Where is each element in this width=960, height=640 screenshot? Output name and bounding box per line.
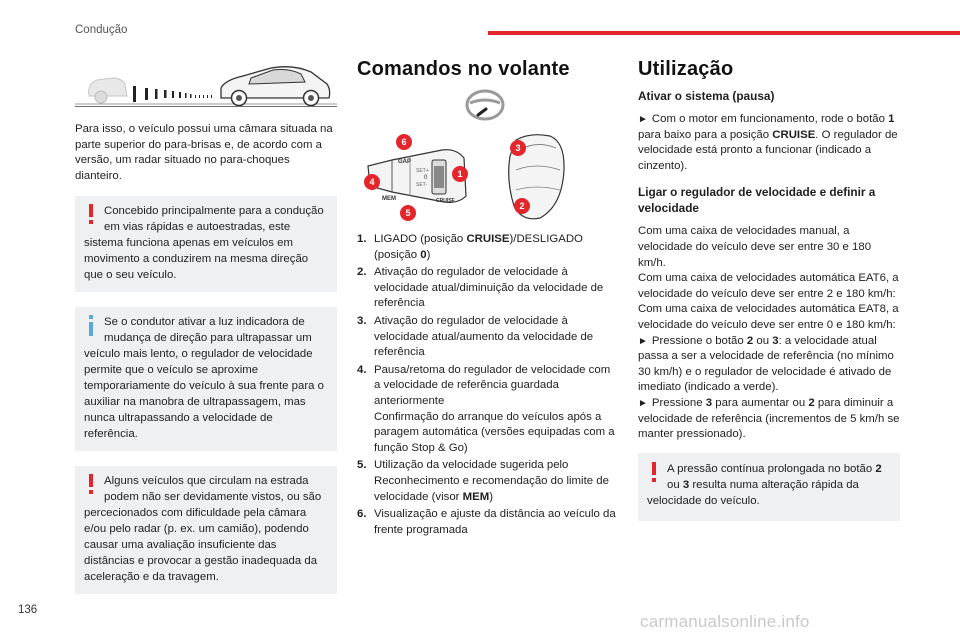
set-minus-label: SET- — [416, 182, 428, 188]
item-text: Visualização e ajuste da distância ao veículo da frente programada — [374, 508, 616, 536]
warning-note-roads — [75, 196, 337, 292]
text: para aumentar ou — [712, 396, 809, 409]
bold-text: 2 — [808, 396, 815, 409]
callout-3-label: 3 — [515, 143, 521, 153]
item-number: 1. — [357, 233, 367, 245]
steering-controls-diagram — [360, 130, 620, 225]
item-text: LIGADO (posição — [374, 233, 467, 245]
arrow-icon: ► — [638, 397, 648, 409]
item-number: 2. — [357, 266, 367, 279]
info-note-text: Se o condutor ativar a luz indicadora de mudança de direção para ultrapassar um veículo mais lento, o regulador de velocidade permite que o veículo se aproxime temporariamente do veículo à sua frente para o auxiliar na manobra de ultrapassagem, mas nunca ultrapassando a velocidade de referência. — [84, 316, 324, 441]
text: Com o motor em funcionamento, rode o botão — [651, 113, 889, 125]
item-bold: MEM — [462, 490, 490, 503]
bold-text: CRUISE — [772, 128, 816, 141]
steering-wheel-icon — [464, 88, 506, 122]
intro-paragraph: Para isso, o veículo possui uma câmara situada na parte superior do para-brisas e, de acordo com a versão, um radar situado no para-choques dianteiro. — [75, 123, 333, 182]
bold-text: 3 — [682, 478, 690, 491]
info-icon — [84, 315, 98, 337]
item-text: Ativação do regulador de velocidade à velocidade atual/aumento da velocidade de referência — [374, 314, 594, 359]
item-text: )/DESLIGADO (posição — [374, 233, 583, 261]
callout-5-label: 5 — [405, 208, 411, 218]
controls-legend — [357, 232, 619, 540]
text: . O regulador de velocidade está pronto a funcionar (indicado a cinzento). — [638, 128, 898, 172]
item-text: Pausa/retoma do regulador de velocidade com a velocidade de referência guardada anteriormente — [374, 363, 611, 407]
subheading-set-speed: Ligar o regulador de velocidade e definir a velocidade — [638, 185, 876, 216]
item-text: ) — [426, 248, 431, 261]
cruise-label: CRUISE — [436, 198, 455, 204]
paragraph-manual: Com uma caixa de velocidades manual, a velocidade do veículo deve ser entre 30 e 180 km/h. — [638, 225, 872, 269]
bold-text: 3 — [772, 334, 779, 347]
callout-4-label: 4 — [369, 177, 375, 187]
item-number: 5. — [357, 459, 367, 472]
text: para baixo para a posição — [638, 128, 773, 141]
item-number: 4. — [357, 363, 367, 376]
left-column — [75, 122, 337, 609]
warning-note-text: Alguns veículos que circulam na estrada podem não ser devidamente vistos, ou são percecionados com dificuldade pela câmara e/ou pelo radar (p. ex. um camião), podendo causar uma avaliação insuficiente das distâncias e provocar a gestão inadequada da aceleração e da travagem. — [84, 475, 322, 584]
callout-2-label: 2 — [519, 201, 525, 211]
item-bold: 0 — [420, 248, 427, 261]
warning-note-detection — [75, 466, 337, 594]
warning-note-prolonged-press — [638, 453, 900, 521]
page-number: 136 — [18, 604, 38, 616]
paragraph-press — [638, 334, 900, 396]
set-plus-label: SET+ — [416, 168, 429, 174]
warning-note-text: Concebido principalmente para a condução em vias rápidas e autoestradas, este sistema funciona apenas em veículos em movimento a conduzirem na mesma direção que o seu veículo. — [84, 205, 324, 282]
section-title-usage: Utilização — [638, 58, 734, 80]
list-item — [357, 265, 619, 312]
text: resulta numa alteração rápida da velocidade do veículo. — [647, 478, 859, 507]
text: ou — [667, 478, 683, 491]
mem-label: MEM — [382, 196, 396, 202]
callout-6-label: 6 — [401, 137, 407, 147]
bold-text: 3 — [705, 396, 713, 409]
warning-icon — [647, 462, 661, 484]
car-radar-illustration — [75, 60, 337, 108]
callout-1-label: 1 — [457, 169, 463, 179]
list-item — [357, 363, 619, 457]
section-header: Condução — [75, 24, 128, 36]
text: A pressão contínua prolongada no botão — [667, 462, 876, 475]
paragraph-activate — [638, 112, 900, 174]
text: Pressione o botão — [651, 334, 747, 347]
item-text: Utilização da velocidade sugerida pelo Reconhecimento e recomendação do limite de velocidade (visor — [374, 459, 609, 503]
item-number: 6. — [357, 508, 367, 521]
right-column — [638, 88, 900, 536]
item-number: 3. — [357, 314, 367, 327]
arrow-icon: ► — [638, 114, 648, 125]
item-text: Confirmação do arranque do veículos após a paragem automática (versões equipadas com a função Stop & Go) — [374, 410, 615, 454]
warning-icon — [84, 474, 98, 496]
info-note-overtaking — [75, 307, 337, 451]
bold-text: 1 — [888, 113, 895, 125]
text: para diminuir a velocidade de referência (incrementos de 5 km/h se manter pressionado). — [638, 396, 900, 441]
zero-label: 0 — [424, 175, 428, 181]
list-item — [357, 314, 619, 361]
item-text: ) — [489, 490, 494, 503]
paragraph-eat8: Com uma caixa de velocidades automática EAT8, a velocidade do veículo deve ser entre 0 e 180 km/h: — [638, 303, 899, 331]
illustration-divider — [75, 106, 337, 107]
watermark: carmanualsonline.info — [640, 612, 810, 631]
paragraph-eat6: Com uma caixa de velocidades automática EAT6, a velocidade do veículo deve ser entre 2 e 180 km/h: — [638, 272, 899, 300]
list-item — [357, 458, 619, 505]
section-title-controls: Comandos no volante — [357, 58, 570, 80]
warning-icon — [84, 204, 98, 226]
text: ou — [753, 334, 773, 347]
bold-text: 2 — [746, 334, 754, 347]
list-item — [357, 507, 619, 538]
paragraph-adjust — [638, 396, 900, 443]
text: Pressione — [651, 396, 706, 409]
header-accent-bar — [488, 31, 960, 35]
gap-label: GAP — [398, 159, 412, 165]
arrow-icon: ► — [638, 335, 648, 347]
bold-text: 2 — [875, 462, 882, 475]
item-text: Ativação do regulador de velocidade à velocidade atual/diminuição da velocidade de referência — [374, 266, 604, 310]
subheading-activate: Ativar o sistema (pausa) — [638, 89, 775, 103]
text: : a velocidade atual passa a ser a velocidade de referência (no mínimo 30 km/h) e o regulador de velocidade é ativado de imediato (indicado a verde). — [638, 334, 894, 394]
list-item — [357, 232, 619, 263]
item-bold: CRUISE — [466, 233, 510, 245]
